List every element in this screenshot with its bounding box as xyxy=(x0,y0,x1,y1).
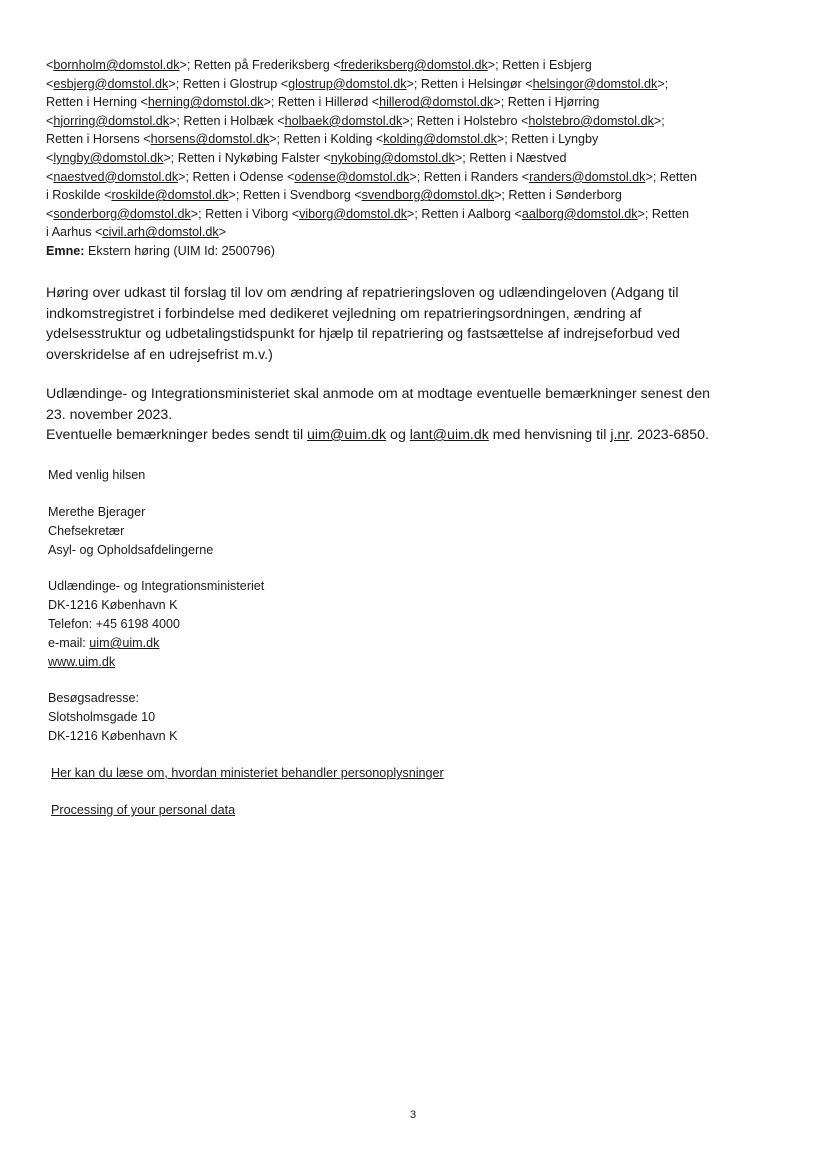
recipients-line xyxy=(46,223,776,242)
court-email-link[interactable]: nykobing@domstol.dk xyxy=(330,150,455,165)
court-email-link[interactable]: lyngby@domstol.dk xyxy=(53,150,164,165)
privacy-da-row xyxy=(51,764,444,783)
recipient-text: >; Retten i Hillerød < xyxy=(263,95,380,110)
page-number: 3 xyxy=(410,1109,417,1121)
court-email-link[interactable]: randers@domstol.dk xyxy=(529,169,646,184)
recipient-text: < xyxy=(46,206,54,221)
signer-department: Asyl- og Opholdsafdelingerne xyxy=(48,543,214,557)
recipient-text: i Roskilde < xyxy=(46,188,112,203)
court-email-link[interactable]: holbaek@domstol.dk xyxy=(284,113,403,128)
jnr-link[interactable]: j.nr xyxy=(610,427,630,443)
title-line: Høring over udkast til forslag til lov om ændring af repatrieringsloven og udlændingeloven (Adgang til xyxy=(46,285,679,301)
court-email-link[interactable]: esbjerg@domstol.dk xyxy=(53,76,169,91)
recipient-text: >; Retten i Næstved xyxy=(454,150,567,165)
deadline-date: 23. november 2023. xyxy=(46,406,173,423)
court-email-link[interactable]: horsens@domstol.dk xyxy=(150,132,270,147)
recipients-line xyxy=(46,168,776,187)
case-number: . 2023-6850. xyxy=(629,427,709,443)
title-line: ydelsesstruktur og udbetalingstidspunkt for hjælp til repatriering og fastsættelse af indrejseforbud ved xyxy=(46,326,681,342)
court-email-link[interactable]: odense@domstol.dk xyxy=(294,169,410,184)
recipients-line xyxy=(46,56,776,75)
deadline-line: Udlændinge- og Integrationsministeriet skal anmode om at modtage eventuelle bemærkninger senest den xyxy=(46,386,711,402)
title-line: overskridelse af en udrejsefrist m.v.) xyxy=(46,346,273,363)
recipient-text: >; Retten i Aalborg < xyxy=(407,206,522,221)
court-email-link[interactable]: roskilde@domstol.dk xyxy=(111,188,229,203)
subject-label: Emne: xyxy=(46,244,85,258)
title-line: indkomstregistret i forbindelse med dedikeret vejledning om repatrieringsordningen, ændring af xyxy=(46,305,642,322)
recipient-text: >; Retten i Esbjerg xyxy=(487,58,592,72)
court-email-link[interactable]: herning@domstol.dk xyxy=(147,95,264,110)
recipients-line xyxy=(46,112,776,131)
visit-city: DK-1216 København K xyxy=(48,729,178,743)
visit-address-block xyxy=(48,689,178,746)
court-email-link[interactable]: hillerod@domstol.dk xyxy=(379,95,494,110)
lant-email-link[interactable]: lant@uim.dk xyxy=(409,427,489,443)
court-email-link[interactable]: sonderborg@domstol.dk xyxy=(53,206,191,221)
deadline-paragraph xyxy=(46,384,786,446)
recipients-list xyxy=(46,56,776,242)
recipient-text: >; xyxy=(657,76,669,91)
send-text: med henvisning til xyxy=(488,427,611,443)
recipient-text: >; Retten i Kolding < xyxy=(269,132,384,147)
recipient-text: < xyxy=(46,150,54,165)
recipient-text: < xyxy=(46,113,54,128)
recipient-text: >; Retten i Svendborg < xyxy=(228,188,362,203)
recipient-text: >; Retten i Helsingør < xyxy=(406,76,533,91)
recipient-text: i Aarhus < xyxy=(46,225,103,240)
court-email-link[interactable]: helsingor@domstol.dk xyxy=(532,76,658,91)
recipient-text: >; Retten i Sønderborg xyxy=(494,188,622,203)
subject-line xyxy=(46,244,275,258)
recipient-text: < xyxy=(46,58,54,72)
recipient-text: >; Retten i Viborg < xyxy=(190,206,300,221)
recipients-line xyxy=(46,93,776,112)
visit-label: Besøgsadresse: xyxy=(48,691,139,705)
consultation-title xyxy=(46,283,786,365)
ministry-name: Udlændinge- og Integrationsministeriet xyxy=(48,579,265,593)
visit-street: Slotsholmsgade 10 xyxy=(48,710,156,724)
send-text: og xyxy=(386,427,410,443)
court-email-link[interactable]: holstebro@domstol.dk xyxy=(528,113,654,128)
court-email-link[interactable]: bornholm@domstol.dk xyxy=(53,58,180,72)
email-label: e-mail: xyxy=(48,636,90,650)
court-email-link[interactable]: hjorring@domstol.dk xyxy=(53,113,170,128)
privacy-link-danish[interactable]: Her kan du læse om, hvordan ministeriet behandler personoplysninger xyxy=(51,766,444,780)
recipient-text: >; Retten i Hjørring xyxy=(493,95,600,110)
recipient-text: >; Retten på Frederiksberg < xyxy=(179,58,341,72)
recipient-text: < xyxy=(46,169,54,184)
recipient-text: < xyxy=(46,76,54,91)
closing-text: Med venlig hilsen xyxy=(48,468,146,482)
court-email-link[interactable]: naestved@domstol.dk xyxy=(53,169,179,184)
recipient-text: Retten i Horsens < xyxy=(46,132,151,147)
recipient-text: > xyxy=(218,225,227,240)
ministry-email-row xyxy=(48,634,264,653)
recipients-line xyxy=(46,130,776,149)
recipient-text: >; Retten xyxy=(645,169,697,184)
recipient-text: >; Retten i Holbæk < xyxy=(169,113,285,128)
recipient-text: Retten i Herning < xyxy=(46,95,148,110)
court-email-link[interactable]: frederiksberg@domstol.dk xyxy=(340,58,488,72)
court-email-link[interactable]: glostrup@domstol.dk xyxy=(288,76,407,91)
ministry-email-link[interactable]: uim@uim.dk xyxy=(89,636,160,650)
recipient-text: >; Retten i Glostrup < xyxy=(168,76,289,91)
website-link[interactable]: www.uim.dk xyxy=(48,655,116,669)
recipient-text: >; Retten i Nykøbing Falster < xyxy=(163,150,331,165)
recipients-line xyxy=(46,186,776,205)
ministry-phone: Telefon: +45 6198 4000 xyxy=(48,617,181,631)
send-instructions xyxy=(46,425,786,446)
uim-email-link[interactable]: uim@uim.dk xyxy=(307,427,387,443)
recipient-text: >; Retten i Holstebro < xyxy=(402,113,529,128)
recipient-text: >; Retten i Randers < xyxy=(409,169,530,184)
recipient-text: >; Retten i Lyngby xyxy=(496,132,599,147)
recipient-text: >; xyxy=(653,113,665,128)
recipients-line xyxy=(46,149,776,168)
subject-text: Ekstern høring (UIM Id: 2500796) xyxy=(84,244,275,258)
privacy-link-english[interactable]: Processing of your personal data xyxy=(51,803,236,817)
court-email-link[interactable]: viborg@domstol.dk xyxy=(299,206,408,221)
signer-title: Chefsekretær xyxy=(48,524,125,538)
closing xyxy=(48,466,145,485)
recipient-text: >; Retten i Odense < xyxy=(178,169,295,184)
court-email-link[interactable]: aalborg@domstol.dk xyxy=(521,206,638,221)
signer-name: Merethe Bjerager xyxy=(48,505,146,519)
website-row xyxy=(48,653,264,672)
court-email-link[interactable]: svendborg@domstol.dk xyxy=(361,188,495,203)
ministry-address: DK-1216 København K xyxy=(48,598,178,612)
recipients-line xyxy=(46,205,776,224)
recipient-text: >; Retten xyxy=(637,206,690,221)
recipients-line xyxy=(46,75,776,94)
send-text: Eventuelle bemærkninger bedes sendt til xyxy=(46,427,308,443)
privacy-en-row xyxy=(51,801,235,820)
court-email-link[interactable]: kolding@domstol.dk xyxy=(383,132,497,147)
court-email-link[interactable]: civil.arh@domstol.dk xyxy=(102,225,219,240)
signer-block xyxy=(48,503,213,560)
ministry-block xyxy=(48,577,264,672)
